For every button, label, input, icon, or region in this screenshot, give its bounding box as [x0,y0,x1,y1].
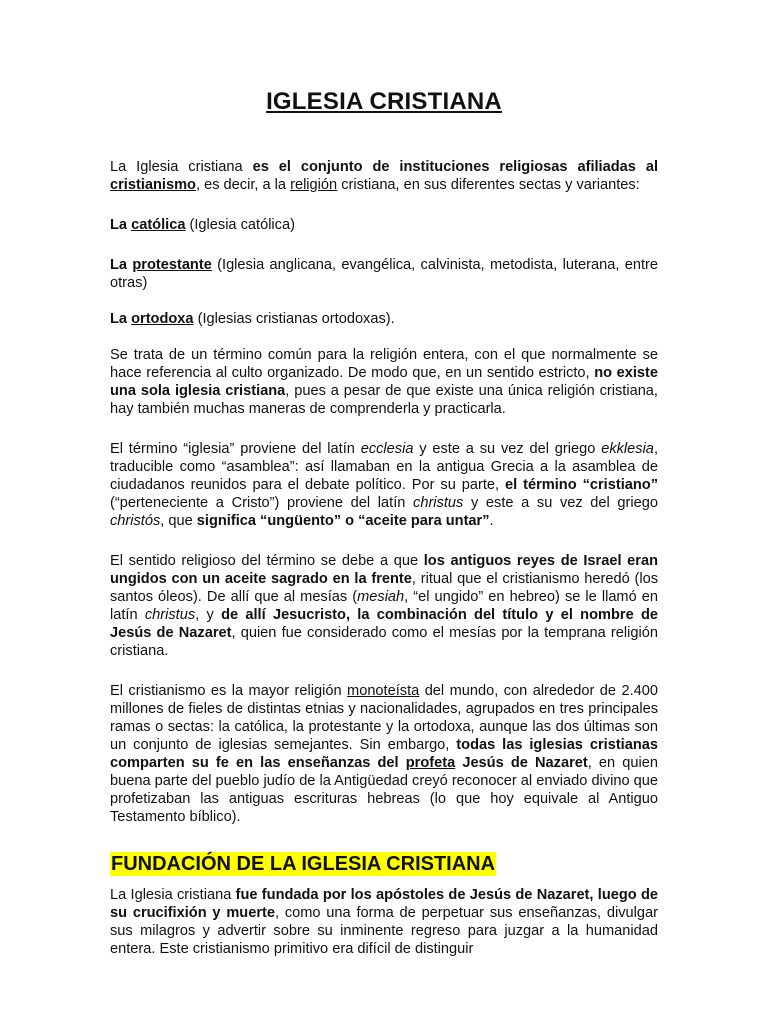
bold-text: de allí Jesucristo, la combinación del título y el nombre de Jesús de Nazaret [110,607,659,641]
protestante-link[interactable]: protestante [132,257,212,273]
text: y este a su vez del griego [413,441,602,457]
text: y este a su vez del griego [463,495,658,511]
text: , es decir, a la [195,177,291,193]
italic-text: ecclesia [360,441,414,457]
intro-paragraph [110,158,658,194]
bold-text: La [110,217,132,233]
bold-text: todas las iglesias cristianas comparten su fe en las enseñanzas del [110,737,659,771]
text: , quien fue considerado como el mesías por la temprana religión cristiana. [110,625,658,659]
text: (Iglesia anglicana, evangélica, calvinista, metodista, luterana, entre otras) [110,257,658,291]
document-title: IGLESIA CRISTIANA [266,88,502,115]
text: El cristianismo es la mayor religión [110,683,348,699]
text: , como una forma de perpetuar sus enseñanzas, divulgar sus milagros y advertir sobre su inminente regreso para juzgar a la humanidad entera. Este cristianismo primitivo era difícil de distinguir [110,905,658,957]
bold-text: el término “cristiano” [505,477,658,493]
text: (Iglesias cristianas ortodoxas). [193,311,395,327]
bold-text: los antiguos reyes de Israel eran ungidos con un aceite sagrado en la frente [110,553,658,587]
italic-text: christus [144,607,196,623]
italic-text: mesiah [357,589,405,605]
text: , que [160,513,197,529]
text: Se trata de un término común para la religión entera, con el que normalmente se hace referencia al culto organizado. De modo que, en un sentido estricto, [110,347,658,381]
text: . [489,513,494,529]
catolica-item [110,216,658,234]
paragraph-fundacion [110,886,658,958]
paragraph-termino [110,346,658,418]
bold-text: significa “ungüento” o “aceite para untar” [196,513,490,529]
monoteista-link[interactable]: monoteísta [347,683,420,699]
paragraph-etimologia [110,440,658,530]
ortodoxa-item [110,310,658,328]
text: (Iglesia católica) [185,217,295,233]
paragraph-sentido [110,552,658,660]
text: (“perteneciente a Cristo”) proviene del latín [110,495,414,511]
bold-text: La [110,311,132,327]
cristianismo-link[interactable]: cristianismo [110,177,196,193]
profeta-link[interactable]: profeta [405,755,456,771]
text: , “el ungido” en hebreo) se le llamó en latín [110,589,658,623]
bold-text: es el conjunto de instituciones religiosas afiliadas al [252,159,658,175]
text: , pues a pesar de que existe una única religión cristiana, hay también muchas maneras de comprenderla y practicarla. [110,383,658,417]
religion-link[interactable]: religión [290,177,338,193]
protestante-item [110,256,658,292]
text: , traducible como “asamblea”: así llamaban en la antigua Grecia a la asamblea de ciudadanos reunidos para el debate político. Por su parte, [110,441,658,493]
italic-text: christus [413,495,464,511]
catolica-link[interactable]: católica [131,217,186,233]
bold-text: Jesús de Nazaret [455,755,588,771]
text: , en quien buena parte del pueblo judío de la Antigüedad creyó reconocer al enviado divino que profetizaban las antiguas escrituras hebreas (lo que hoy equivale al Antiguo Testamento bíblico). [110,755,659,825]
document-body [110,158,658,974]
text: El sentido religioso del término se debe a que [110,553,424,569]
bold-text: no existe una sola iglesia cristiana [110,365,658,399]
text: , y [195,607,222,623]
italic-text: ekklesia [601,441,654,457]
bold-text: La [110,257,133,273]
text: del mundo, con alrededor de 2.400 millones de fieles de distintas etnias y nacionalidades, agrupados en tres principales ramas o sectas: la católica, la protestante y la ortodoxa, aunque las dos últimas son un conjunto de iglesias semejantes. Sin embargo, [110,683,658,753]
text: La Iglesia cristiana [110,887,236,903]
text: El término “iglesia” proviene del latín [110,441,361,457]
text: La Iglesia cristiana [110,159,253,175]
ortodoxa-link[interactable]: ortodoxa [131,311,194,327]
bold-text: fue fundada por los apóstoles de Jesús de Nazaret, luego de su crucifixión y muerte [110,887,658,921]
paragraph-mayor-religion [110,682,658,826]
italic-text: christós [110,513,161,529]
text: cristiana, en sus diferentes sectas y variantes: [337,177,640,193]
section-heading-fundacion: FUNDACIÓN DE LA IGLESIA CRISTIANA [111,853,496,875]
text: , ritual que el cristianismo heredó (los santos óleos). De allí que al mesías ( [110,571,658,605]
